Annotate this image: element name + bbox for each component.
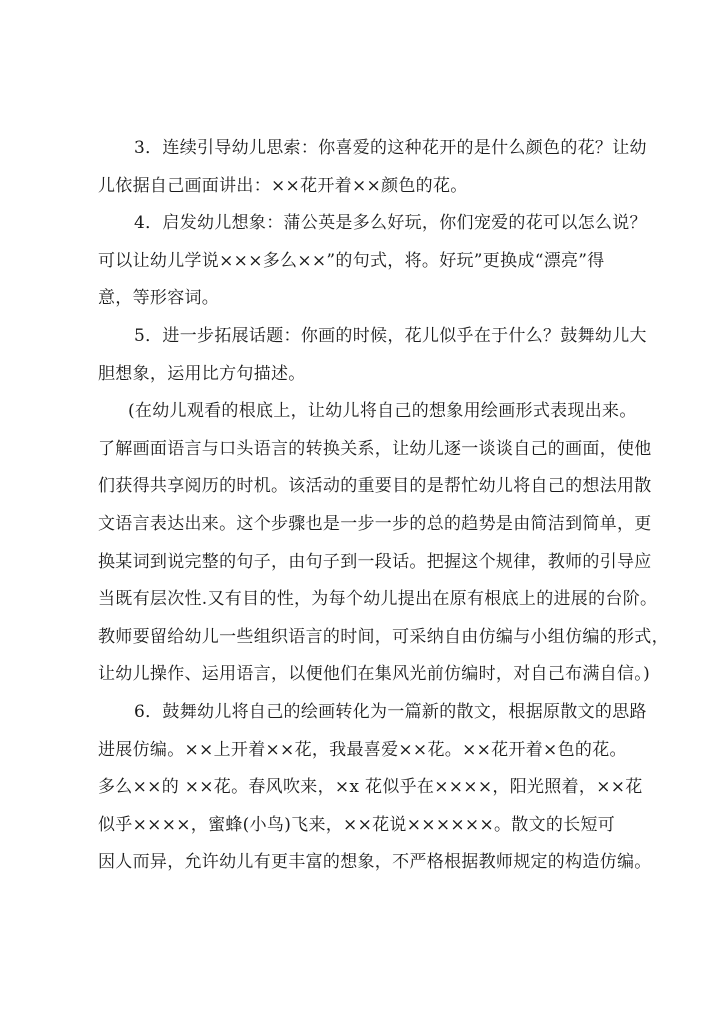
paragraph-step-4 bbox=[98, 205, 647, 318]
text-line: 似乎××××，蜜蜂(小鸟)飞来，××花说××××××。散文的长短可 bbox=[98, 814, 616, 835]
paragraph-step-5 bbox=[98, 318, 647, 393]
text-line: 进展仿编。××上开着××花，我最喜爱××花。××花开着×色的花。 bbox=[98, 739, 627, 760]
text-line: 儿依据自己画面讲出：××花开着××颜色的花。 bbox=[98, 175, 468, 196]
paragraph-step-6 bbox=[98, 694, 652, 882]
text-line: 教师要留给幼儿一些组织语言的时间，可采纳自由仿编与小组仿编的形式， bbox=[98, 626, 669, 647]
text-line: 胆想象，运用比方句描述。 bbox=[98, 363, 306, 384]
text-line: 们获得共享阅历的时机。该活动的重要目的是帮忙幼儿将自己的想法用散 bbox=[98, 476, 652, 497]
text-line: 文语言表达出来。这个步骤也是一步一步的总的趋势是由简洁到简单，更 bbox=[98, 513, 652, 534]
text-line: 换某词到说完整的句子，由句子到一段话。把握这个规律，教师的引导应 bbox=[98, 551, 652, 572]
text-line: 因人而异，允许幼儿有更丰富的想象，不严格根据教师规定的构造仿编。 bbox=[98, 852, 652, 873]
text-line: 5．进一步拓展话题：你画的时候，花儿似乎在于什么？鼓舞幼儿大 bbox=[134, 325, 647, 346]
paragraph-note bbox=[98, 393, 669, 694]
text-line: 3．连续引导幼儿思索：你喜爱的这种花开的是什么颜色的花？让幼 bbox=[134, 138, 647, 158]
document-body bbox=[98, 130, 669, 882]
text-line: 了解画面语言与口头语言的转换关系，让幼儿逐一谈谈自己的画面，使他 bbox=[98, 438, 652, 459]
text-line: 意，等形容词。 bbox=[98, 288, 220, 309]
text-line: 4．启发幼儿想象：蒲公英是多么好玩，你们宠爱的花可以怎么说？ bbox=[134, 213, 647, 234]
paragraph-step-3 bbox=[98, 130, 647, 205]
text-line: 多么××的 ××花。春风吹来，×x 花似乎在××××，阳光照着，××花 bbox=[98, 777, 643, 798]
text-line: 让幼儿操作、运用语言，以便他们在集风光前仿编时，对自己布满自信。) bbox=[98, 664, 651, 685]
text-line: (在幼儿观看的根底上，让幼儿将自己的想象用绘画形式表现出来。 bbox=[128, 401, 637, 422]
text-line: 6．鼓舞幼儿将自己的绘画转化为一篇新的散文，根据原散文的思路 bbox=[134, 701, 647, 722]
text-line: 当既有层次性.又有目的性，为每个幼儿提出在原有根底上的进展的台阶。 bbox=[98, 589, 658, 610]
text-line: 可以让幼儿学说×××多么××”的句式，将。好玩”更换成“漂亮”得 bbox=[98, 250, 605, 271]
